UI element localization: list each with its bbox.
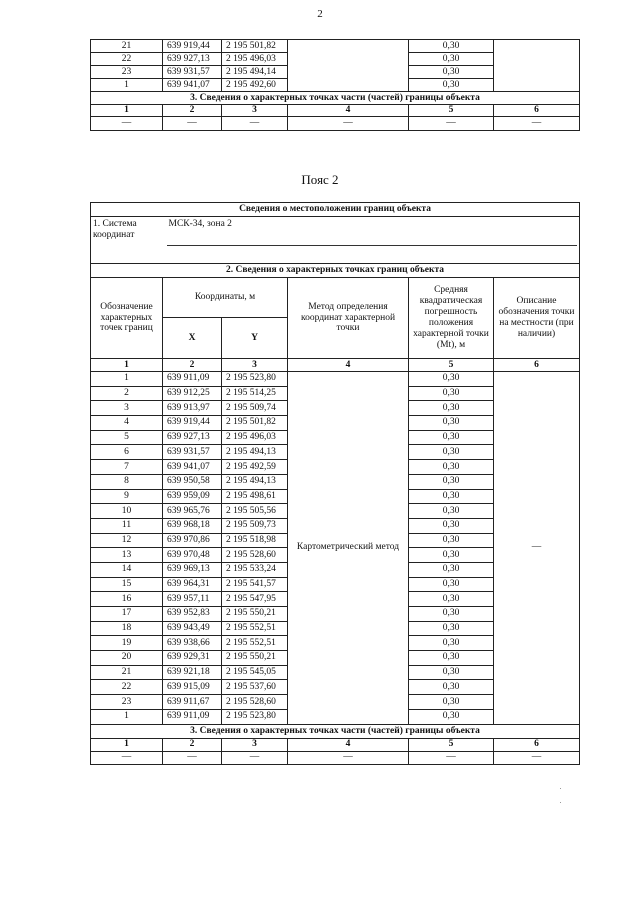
point-number: 7 — [91, 460, 163, 475]
header-point-designation: Обозначение характерных точек границ — [91, 278, 163, 359]
col-number-4: 4 — [288, 105, 409, 117]
accuracy-value: 0,30 — [409, 40, 494, 53]
coordinate-y: 2 195 528,60 — [222, 695, 288, 710]
coordinate-x: 639 941,07 — [163, 460, 222, 475]
coordinate-x: 639 938,66 — [163, 636, 222, 651]
point-number: 20 — [91, 651, 163, 666]
header-y: Y — [222, 318, 288, 359]
dash-cell: — — [91, 116, 163, 130]
accuracy-value: 0,30 — [409, 562, 494, 577]
coordinate-y: 2 195 494,13 — [222, 474, 288, 489]
point-number: 1 — [91, 709, 163, 724]
coordinate-system-underline — [167, 245, 578, 246]
point-number: 10 — [91, 504, 163, 519]
point-number: 21 — [91, 665, 163, 680]
table-row — [91, 40, 580, 53]
col-number-4: 4 — [288, 359, 409, 372]
coordinate-y: 2 195 533,24 — [222, 562, 288, 577]
point-number: 11 — [91, 518, 163, 533]
point-number: 13 — [91, 548, 163, 563]
coordinate-x: 639 911,09 — [163, 709, 222, 724]
dash-cell: — — [409, 751, 494, 764]
header-method: Метод определения координат характерной точки — [288, 278, 409, 359]
point-number: 1 — [91, 79, 163, 92]
coordinate-x: 639 959,09 — [163, 489, 222, 504]
col-number-6: 6 — [494, 359, 580, 372]
coordinate-y: 2 195 545,05 — [222, 665, 288, 680]
coordinate-x: 639 927,13 — [163, 430, 222, 445]
coordinate-y: 2 195 498,61 — [222, 489, 288, 504]
continuation-table — [90, 39, 580, 131]
scan-speck — [560, 802, 561, 803]
description-value: — — [494, 372, 580, 725]
coordinate-y: 2 195 492,60 — [222, 79, 288, 92]
coordinate-x: 639 970,86 — [163, 533, 222, 548]
section3-title: 3. Сведения о характерных точках части (частей) границы объекта — [91, 92, 580, 105]
accuracy-value: 0,30 — [409, 533, 494, 548]
coordinate-x: 639 943,49 — [163, 621, 222, 636]
col-number-5: 5 — [409, 359, 494, 372]
boundary-table — [90, 202, 580, 765]
accuracy-value: 0,30 — [409, 518, 494, 533]
coordinate-x: 639 931,57 — [163, 445, 222, 460]
coordinate-y: 2 195 537,60 — [222, 680, 288, 695]
dash-cell: — — [163, 116, 222, 130]
coordinate-y: 2 195 496,03 — [222, 430, 288, 445]
header-x: X — [163, 318, 222, 359]
coordinate-y: 2 195 492,59 — [222, 460, 288, 475]
header-description: Описание обозначения точки на местности (при наличии) — [494, 278, 580, 359]
accuracy-value: 0,30 — [409, 504, 494, 519]
point-number: 4 — [91, 416, 163, 431]
col-number-3: 3 — [222, 105, 288, 117]
col-number-2: 2 — [163, 359, 222, 372]
dash-cell: — — [222, 116, 288, 130]
coordinate-y: 2 195 552,51 — [222, 621, 288, 636]
coordinate-system-value: МСК-34, зона 2 — [168, 219, 232, 229]
continuation-section3 — [91, 92, 580, 131]
coordinate-x: 639 912,25 — [163, 386, 222, 401]
col-number-5: 5 — [409, 738, 494, 751]
accuracy-value: 0,30 — [409, 695, 494, 710]
accuracy-value: 0,30 — [409, 460, 494, 475]
continuation-table-body — [91, 40, 580, 92]
coordinate-x: 639 911,67 — [163, 695, 222, 710]
point-number: 19 — [91, 636, 163, 651]
accuracy-value: 0,30 — [409, 79, 494, 92]
col-number-2: 2 — [163, 105, 222, 117]
coordinate-x: 639 919,44 — [163, 40, 222, 53]
dash-cell: — — [494, 751, 580, 764]
accuracy-value: 0,30 — [409, 709, 494, 724]
method-value: Картометрический метод — [288, 372, 409, 725]
dash-cell: — — [288, 751, 409, 764]
coordinate-x: 639 941,07 — [163, 79, 222, 92]
dash-cell: — — [494, 116, 580, 130]
point-number: 17 — [91, 607, 163, 622]
point-number: 21 — [91, 40, 163, 53]
point-number: 6 — [91, 445, 163, 460]
accuracy-value: 0,30 — [409, 621, 494, 636]
page-number: 2 — [317, 8, 323, 20]
col-number-1: 1 — [91, 738, 163, 751]
coordinate-y: 2 195 552,51 — [222, 636, 288, 651]
col-number-4: 4 — [288, 738, 409, 751]
col-number-5: 5 — [409, 105, 494, 117]
coordinate-x: 639 957,11 — [163, 592, 222, 607]
col-number-6: 6 — [494, 105, 580, 117]
accuracy-value: 0,30 — [409, 577, 494, 592]
point-number: 23 — [91, 695, 163, 710]
coordinate-y: 2 195 501,82 — [222, 416, 288, 431]
point-number: 14 — [91, 562, 163, 577]
coordinate-y: 2 195 528,60 — [222, 548, 288, 563]
header-coordinates: Координаты, м — [163, 278, 288, 318]
coordinate-y: 2 195 509,73 — [222, 518, 288, 533]
dash-cell: — — [288, 116, 409, 130]
coordinate-x: 639 927,13 — [163, 53, 222, 66]
point-number: 2 — [91, 386, 163, 401]
accuracy-value: 0,30 — [409, 680, 494, 695]
accuracy-value: 0,30 — [409, 474, 494, 489]
coordinate-y: 2 195 547,95 — [222, 592, 288, 607]
section3-title: 3. Сведения о характерных точках части (частей) границы объекта — [91, 724, 580, 738]
coordinate-y: 2 195 514,25 — [222, 386, 288, 401]
header-accuracy: Средняя квадратическая погрешность положения характерной точки (Mt), м — [409, 278, 494, 359]
belt-title: Пояс 2 — [301, 172, 339, 187]
table-title: Сведения о местоположении границ объекта — [91, 203, 580, 217]
coordinate-x: 639 913,97 — [163, 401, 222, 416]
accuracy-value: 0,30 — [409, 66, 494, 79]
accuracy-value: 0,30 — [409, 430, 494, 445]
point-number: 15 — [91, 577, 163, 592]
point-number: 16 — [91, 592, 163, 607]
accuracy-value: 0,30 — [409, 416, 494, 431]
coordinate-x: 639 969,13 — [163, 562, 222, 577]
accuracy-value: 0,30 — [409, 445, 494, 460]
accuracy-value: 0,30 — [409, 665, 494, 680]
dash-cell: — — [91, 751, 163, 764]
coordinate-x: 639 921,18 — [163, 665, 222, 680]
coordinate-x: 639 919,44 — [163, 416, 222, 431]
coordinate-x: 639 965,76 — [163, 504, 222, 519]
coordinate-x: 639 964,31 — [163, 577, 222, 592]
coordinate-y: 2 195 550,21 — [222, 607, 288, 622]
dash-cell: — — [163, 751, 222, 764]
accuracy-value: 0,30 — [409, 607, 494, 622]
coordinate-y: 2 195 523,80 — [222, 372, 288, 387]
coordinate-x: 639 970,48 — [163, 548, 222, 563]
scan-speck — [560, 788, 561, 789]
coordinate-x: 639 950,58 — [163, 474, 222, 489]
coordinate-system-label: 1. Система координат — [91, 217, 163, 264]
coordinate-x: 639 931,57 — [163, 66, 222, 79]
col-number-1: 1 — [91, 105, 163, 117]
coordinate-y: 2 195 509,74 — [222, 401, 288, 416]
coordinate-y: 2 195 505,56 — [222, 504, 288, 519]
coordinate-x: 639 968,18 — [163, 518, 222, 533]
coordinate-y: 2 195 494,14 — [222, 66, 288, 79]
dash-cell: — — [409, 116, 494, 130]
coordinate-x: 639 911,09 — [163, 372, 222, 387]
col-number-1: 1 — [91, 359, 163, 372]
accuracy-value: 0,30 — [409, 401, 494, 416]
accuracy-value: 0,30 — [409, 386, 494, 401]
accuracy-value: 0,30 — [409, 636, 494, 651]
boundary-section3 — [91, 724, 580, 764]
coordinate-y: 2 195 518,98 — [222, 533, 288, 548]
dash-cell: — — [222, 751, 288, 764]
description-cell — [494, 40, 580, 92]
coordinate-y: 2 195 496,03 — [222, 53, 288, 66]
point-number: 9 — [91, 489, 163, 504]
point-number: 12 — [91, 533, 163, 548]
coordinate-system-cell — [163, 217, 580, 264]
coordinate-y: 2 195 494,13 — [222, 445, 288, 460]
method-cell — [288, 40, 409, 92]
accuracy-value: 0,30 — [409, 592, 494, 607]
point-number: 3 — [91, 401, 163, 416]
point-number: 22 — [91, 680, 163, 695]
accuracy-value: 0,30 — [409, 651, 494, 666]
table-row — [91, 372, 580, 387]
coordinate-y: 2 195 501,82 — [222, 40, 288, 53]
point-number: 22 — [91, 53, 163, 66]
col-number-3: 3 — [222, 738, 288, 751]
coordinate-y: 2 195 523,80 — [222, 709, 288, 724]
coordinate-y: 2 195 550,21 — [222, 651, 288, 666]
col-number-2: 2 — [163, 738, 222, 751]
point-number: 1 — [91, 372, 163, 387]
point-number: 8 — [91, 474, 163, 489]
coordinate-x: 639 915,09 — [163, 680, 222, 695]
accuracy-value: 0,30 — [409, 548, 494, 563]
boundary-table-body — [91, 372, 580, 725]
accuracy-value: 0,30 — [409, 372, 494, 387]
col-number-3: 3 — [222, 359, 288, 372]
point-number: 5 — [91, 430, 163, 445]
boundary-table-header — [91, 203, 580, 372]
coordinate-x: 639 952,83 — [163, 607, 222, 622]
coordinate-x: 639 929,31 — [163, 651, 222, 666]
section2-title: 2. Сведения о характерных точках границ объекта — [91, 264, 580, 278]
point-number: 23 — [91, 66, 163, 79]
accuracy-value: 0,30 — [409, 489, 494, 504]
point-number: 18 — [91, 621, 163, 636]
coordinate-y: 2 195 541,57 — [222, 577, 288, 592]
col-number-6: 6 — [494, 738, 580, 751]
accuracy-value: 0,30 — [409, 53, 494, 66]
